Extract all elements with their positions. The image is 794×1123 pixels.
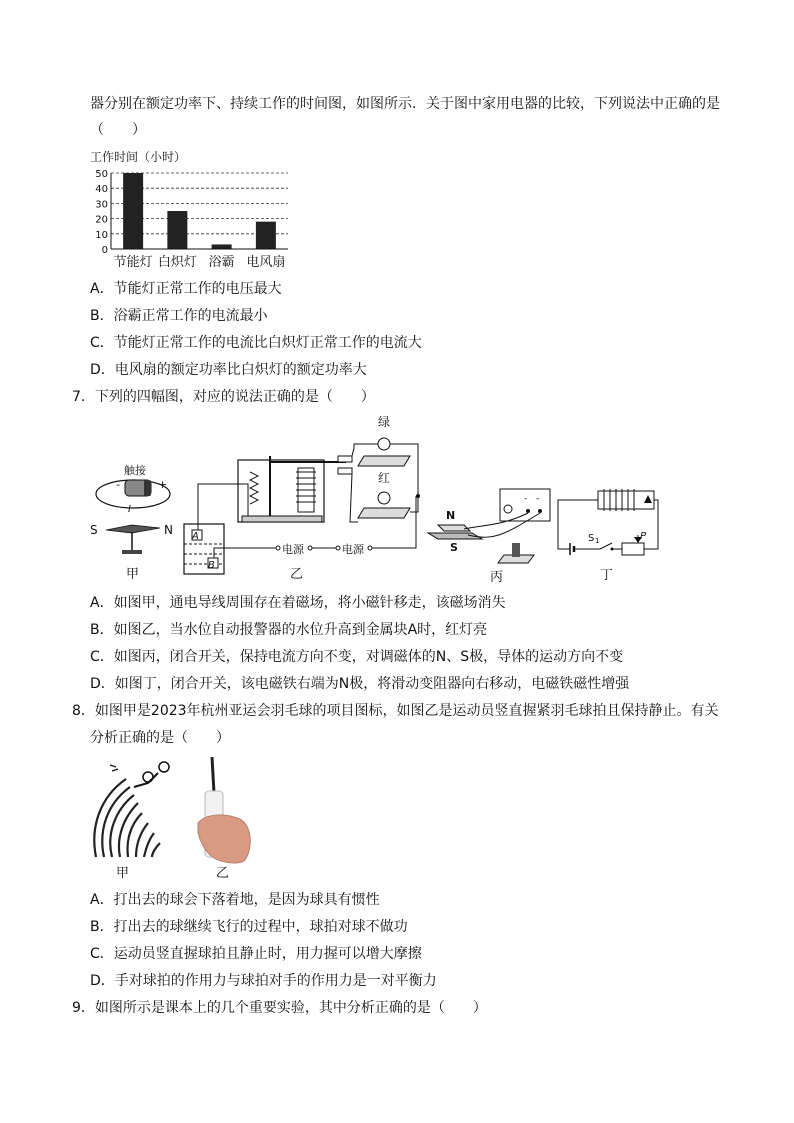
- label-magnet-s: S: [450, 541, 458, 554]
- label-green-lamp: 绿: [378, 415, 391, 429]
- q7-option-a: A．如图甲，通电导线周围存在着磁场，将小磁针移走，该磁场消失: [90, 595, 506, 611]
- label-slider-p: P: [640, 531, 647, 542]
- fig-label-yi-8: 乙: [216, 866, 230, 881]
- chart-ytick-label: 10: [95, 229, 108, 241]
- label-needle-s: S: [90, 523, 98, 537]
- q8-stem-line2: 分析正确的是（ ）: [90, 730, 230, 746]
- q7-option-d: D．如图丁，闭合开关，该电磁铁右端为N极，将滑动变阻器向右移动，电磁铁磁性增强: [90, 676, 630, 692]
- chart-ytick-label: 30: [95, 199, 108, 211]
- chart-category-label: 浴霸: [208, 255, 235, 270]
- label-magnet-n: N: [446, 509, 456, 522]
- q9-stem: 9．如图所示是课本上的几个重要实验，其中分析正确的是（ ）: [72, 1000, 487, 1016]
- q8-option-b: B．打出去的球继续飞行的过程中，球拍对球不做功: [90, 919, 408, 935]
- chart-bar: [212, 244, 232, 249]
- chart-ytick-label: 0: [101, 245, 108, 256]
- chart-ytick-label: 40: [95, 184, 108, 196]
- svg-text:-: -: [524, 494, 528, 504]
- label-switch-sub: 1: [595, 537, 600, 545]
- label-switch-s: S: [588, 533, 595, 544]
- label-red-lamp: 红: [378, 471, 391, 485]
- green-lamp-base: [358, 456, 410, 466]
- q6-option-b: B．浴霸正常工作的电流最小: [90, 308, 268, 324]
- q6-option-d: D．电风扇的额定功率比白炽灯的额定功率大: [90, 362, 367, 378]
- q7-figure-bing: [424, 485, 554, 585]
- chart-bar: [123, 173, 143, 249]
- q7-figure-jia: [88, 412, 178, 582]
- q7-option-c: C．如图丙，闭合开关，保持电流方向不变，对调磁体的N、S极，导体的运动方向不变: [90, 649, 624, 665]
- q8-option-c: C．运动员竖直握球拍且静止时，用力握可以增大摩擦: [90, 946, 422, 962]
- label-minus: -: [116, 478, 120, 491]
- q6-intro-line2: （ ）: [90, 122, 146, 138]
- q7-figure-ding: [554, 485, 664, 585]
- fig-label-jia: 甲: [126, 567, 140, 582]
- racket-shaft: [212, 757, 214, 793]
- red-lamp-icon: [378, 492, 390, 504]
- label-block-a: A: [192, 531, 199, 542]
- green-lamp-icon: [378, 438, 390, 450]
- q8-option-a: A．打出去的球会下落着地，是因为球具有惯性: [90, 892, 380, 908]
- label-plus: +: [158, 478, 168, 491]
- q7-figure-yi: [178, 412, 428, 582]
- chart-bar: [256, 222, 276, 249]
- q7-stem: 7．下列的四幅图，对应的说法正确的是（ ）: [72, 389, 375, 405]
- q8-stem-line1: 8．如图甲是2023年杭州亚运会羽毛球的项目图标，如图乙是运动员竖直握紧羽毛球拍且保持静止。有关: [72, 703, 719, 719]
- chart-ytick-label: 50: [95, 169, 108, 180]
- q8-figure-yi: [196, 757, 266, 882]
- fig-label-ding: 丁: [600, 568, 614, 583]
- svg-text:-: -: [536, 494, 540, 504]
- fig-label-yi: 乙: [290, 567, 304, 582]
- q7-option-b: B．如图乙，当水位自动报警器的水位升高到金属块A时，红灯亮: [90, 622, 488, 638]
- label-touch: 触接: [124, 464, 146, 477]
- q8-option-d: D．手对球拍的作用力与球拍对手的作用力是一对平衡力: [90, 973, 437, 989]
- label-power-1: 电源: [282, 543, 304, 556]
- chart-ylabel: 工作时间（小时）: [90, 150, 187, 164]
- compass-needle: [106, 525, 160, 533]
- label-power-2: 电源: [342, 543, 364, 556]
- q6-bar-chart: [88, 147, 308, 272]
- chart-category-label: 白炽灯: [157, 255, 197, 270]
- red-lamp-base: [358, 508, 410, 518]
- badminton-pictogram-icon: [94, 779, 160, 857]
- q6-intro-line1: 器分别在额定功率下、持续工作的时间图，如图所示．关于图中家用电器的比较，下列说法中正确的是: [90, 96, 720, 112]
- chart-category-label: 电风扇: [246, 255, 286, 270]
- q6-option-c: C．节能灯正常工作的电流比白炽灯正常工作的电流大: [90, 335, 422, 351]
- chart-category-label: 节能灯: [113, 255, 153, 270]
- fig-label-bing: 丙: [490, 570, 504, 585]
- q6-option-a: A．节能灯正常工作的电压最大: [90, 281, 282, 297]
- fig-label-jia-8: 甲: [116, 866, 130, 881]
- label-block-b: B: [208, 560, 215, 571]
- label-needle-n: N: [164, 523, 173, 537]
- chart-ytick-label: 20: [95, 214, 108, 226]
- chart-bar: [167, 211, 187, 249]
- label-current: I: [128, 504, 131, 515]
- q8-figure-jia: [86, 757, 186, 882]
- rheostat: [622, 543, 644, 555]
